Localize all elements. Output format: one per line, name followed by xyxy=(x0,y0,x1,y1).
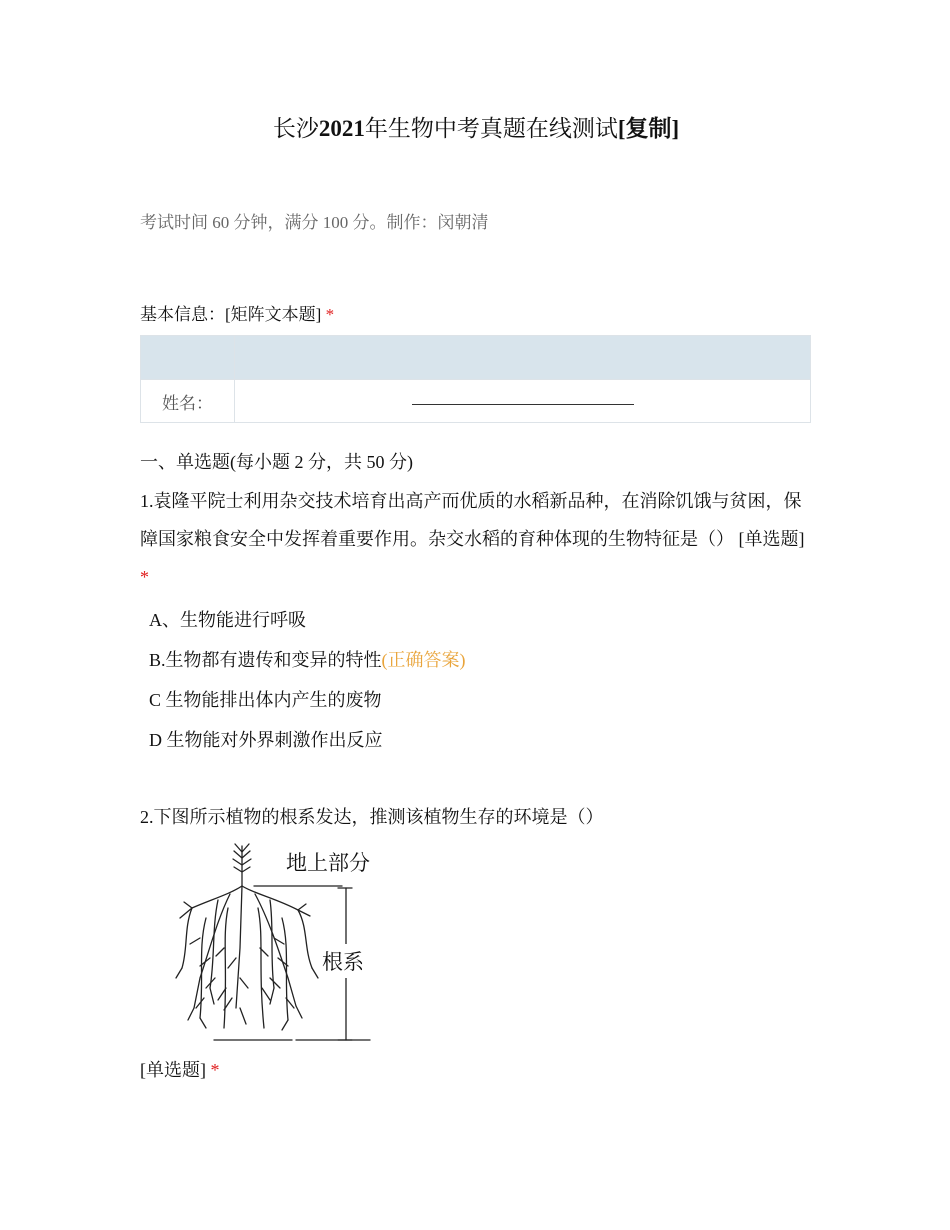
basic-info-matrix xyxy=(140,335,811,423)
question-2-text: 2.下图所示植物的根系发达，推测该植物生存的环境是（） xyxy=(140,807,604,827)
question-1-option-a[interactable] xyxy=(149,606,306,632)
matrix-header-row xyxy=(141,336,811,380)
option-d-label: D 生物能对外界刺激作出反应 xyxy=(149,730,383,750)
question-2-type-tag: [单选题] xyxy=(140,1060,206,1080)
title-text-2: 年生物中考真题在线测试 xyxy=(364,116,618,141)
matrix-header-cell xyxy=(141,336,235,380)
figure-label-above-ground: 地上部分 xyxy=(286,851,370,875)
correct-answer-note: (正确答案) xyxy=(381,650,466,670)
required-mark: * xyxy=(140,567,149,587)
question-1-stem: 1.袁隆平院士利用杂交技术培育出高产而优质的水稻新品种，在消除饥饿与贫困，保障国家粮食安全中发挥着重要作用。杂交水稻的育种体现的生物特征是（） [单选题] xyxy=(140,491,805,549)
question-1-option-b[interactable] xyxy=(149,646,466,672)
matrix-row-name xyxy=(141,380,811,423)
title-year: 2021 xyxy=(318,116,365,141)
figure-label-roots: 根系 xyxy=(322,944,364,978)
part1-heading: 一、单选题(每小题 2 分，共 50 分) xyxy=(140,452,413,472)
root-system-figure xyxy=(170,838,420,1048)
name-input[interactable] xyxy=(412,390,634,405)
question-2-type xyxy=(140,1056,220,1082)
option-c-label: C 生物能排出体内产生的废物 xyxy=(149,690,382,710)
name-label: 姓名： xyxy=(141,380,235,423)
exam-subtitle: 考试时间 60 分钟，满分 100 分。制作：闵朝清 xyxy=(140,213,489,232)
option-b-label: B.生物都有遗传和变异的特性 xyxy=(149,650,382,670)
basic-info-text: 基本信息：[矩阵文本题] xyxy=(140,305,322,324)
question-1-text xyxy=(140,482,812,596)
required-mark: * xyxy=(325,305,335,324)
question-1-option-c[interactable] xyxy=(149,686,382,712)
matrix-header-cell xyxy=(235,336,811,380)
name-field-cell[interactable] xyxy=(235,380,811,423)
page-title xyxy=(140,110,812,143)
title-tag: [复制] xyxy=(617,116,680,141)
question-1-option-d[interactable] xyxy=(149,726,383,752)
basic-info-label xyxy=(140,300,334,325)
title-text-1: 长沙 xyxy=(272,116,319,141)
required-mark: * xyxy=(210,1060,220,1080)
option-a-label: A、生物能进行呼吸 xyxy=(149,610,306,630)
